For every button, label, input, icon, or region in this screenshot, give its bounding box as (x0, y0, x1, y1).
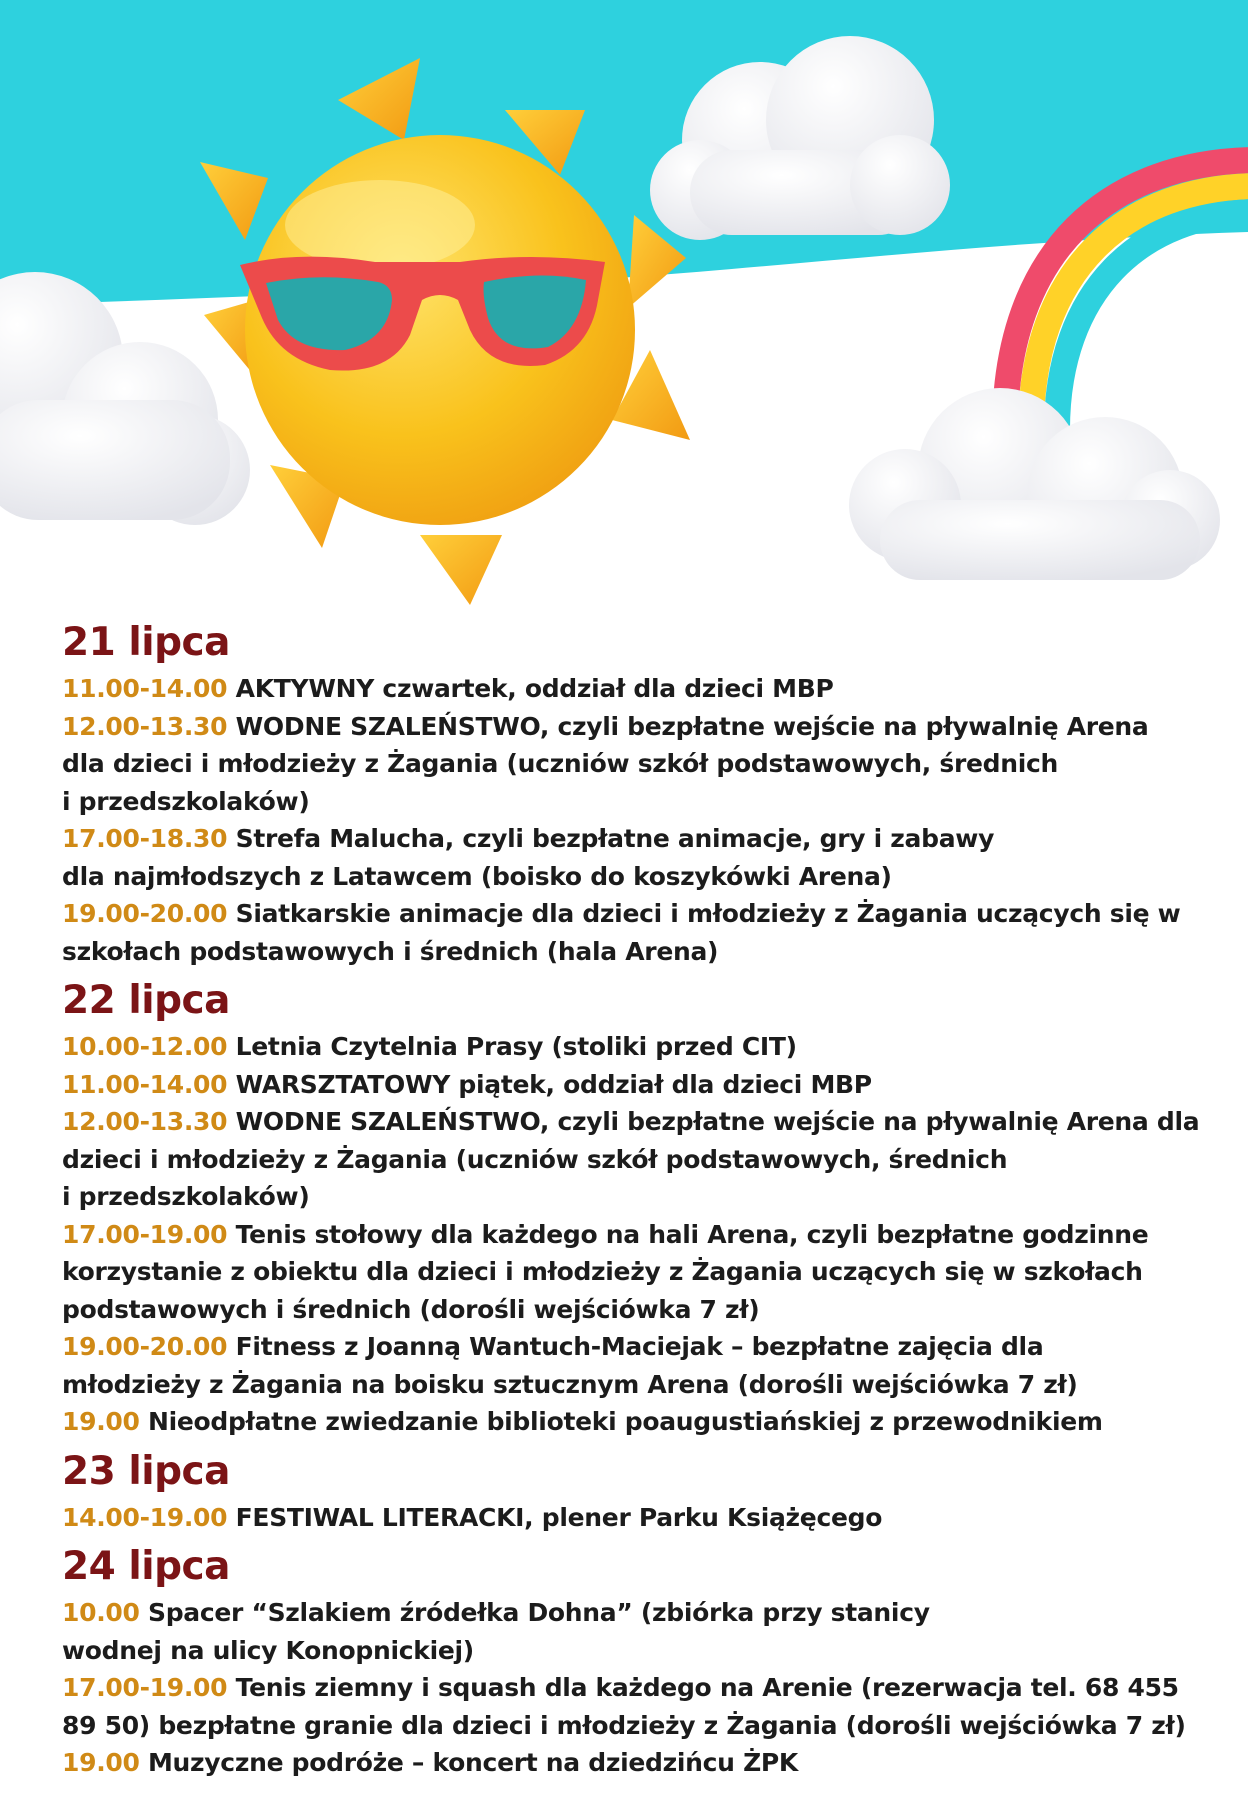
event-description: Tenis ziemny i squash dla każdego na Arenie (rezerwacja tel. 68 455 89 50) bezpłatne granie dla dzieci i młodzieży z Żagania (dorośli wejściówka 7 zł) (62, 1673, 1186, 1740)
event-description: Letnia Czytelnia Prasy (stoliki przed CIT) (235, 1032, 797, 1061)
event-time: 12.00-13.30 (62, 1107, 228, 1136)
event-item (62, 1499, 1212, 1537)
day-section-24-lipca (62, 1542, 1212, 1782)
event-time: 10.00-12.00 (62, 1032, 228, 1061)
day-heading: 21 lipca (62, 620, 230, 665)
event-description: Muzyczne podróże – koncert na dziedzińcu ŻPK (147, 1748, 799, 1777)
event-description: WODNE SZALEŃSTWO, czyli bezpłatne wejście na pływalnię Arena dla dzieci i młodzieży z Żagania (uczniów szkół podstawowych, średnich i przedszkolaków) (62, 711, 1149, 816)
summer-illustration (0, 0, 1248, 620)
event-time: 17.00-19.00 (62, 1219, 228, 1249)
day-section-23-lipca (62, 1447, 1212, 1537)
event-item (62, 1028, 1212, 1066)
event-description: Strefa Malucha, czyli bezpłatne animacje, gry i zabawy dla najmłodszych z Latawcem (boisko do koszykówki Arena) (62, 824, 995, 891)
event-description: Fitness z Joanną Wantuch-Maciejak – bezpłatne zajęcia dla młodzieży z Żagania na boisku sztucznym Arena (dorośli wejściówka 7 zł) (62, 1332, 1078, 1399)
event-time: 11.00-14.00 (62, 1069, 228, 1099)
event-description: Tenis stołowy dla każdego na hali Arena, czyli bezpłatne godzinne korzystanie z obiektu dla dzieci i młodzieży z Żagania uczących się w szkołach podstawowych i średnich (dorośli wejściówka 7 zł) (62, 1219, 1149, 1324)
cloud-right (849, 388, 1220, 580)
event-time: 17.00-18.30 (62, 824, 228, 853)
event-description: Spacer “Szlakiem źródełka Dohna” (zbiórka przy stanicy wodnej na ulicy Konopnickiej) (62, 1598, 930, 1665)
event-item (62, 1216, 1212, 1329)
event-time: 19.00 (62, 1748, 140, 1777)
event-description: WODNE SZALEŃSTWO, czyli bezpłatne wejście na pływalnię Arena dla dzieci i młodzieży z Żagania (uczniów szkół podstawowych, średnich i przedszkolaków) (62, 1107, 1200, 1211)
event-item (62, 708, 1212, 821)
day-heading: 24 lipca (62, 1544, 230, 1589)
day-heading: 23 lipca (62, 1448, 230, 1494)
event-item (62, 1328, 1212, 1403)
event-description: FESTIWAL LITERACKI, plener Parku Książęcego (235, 1502, 883, 1532)
event-description: Nieodpłatne zwiedzanie biblioteki poaugustiańskiej z przewodnikiem (147, 1407, 1103, 1436)
event-schedule (62, 612, 1212, 1782)
event-time: 19.00-20.00 (62, 899, 228, 928)
event-time: 10.00 (62, 1598, 140, 1627)
event-item (62, 1066, 1212, 1104)
event-item (62, 1103, 1212, 1216)
day-section-22-lipca (62, 976, 1212, 1441)
event-time: 17.00-19.00 (62, 1673, 228, 1702)
event-time: 14.00-19.00 (62, 1502, 228, 1532)
event-item (62, 1594, 1212, 1669)
event-item (62, 670, 1212, 708)
event-description: Siatkarskie animacje dla dzieci i młodzieży z Żagania uczących się w szkołach podstawowych i średnich (hala Arena) (62, 899, 1181, 966)
event-time: 19.00 (62, 1407, 140, 1436)
day-heading: 22 lipca (62, 978, 230, 1023)
event-item (62, 820, 1212, 895)
event-item (62, 1669, 1212, 1744)
cloud-left (0, 272, 250, 525)
event-time: 19.00-20.00 (62, 1332, 228, 1361)
event-item (62, 895, 1212, 970)
event-item (62, 1403, 1212, 1441)
event-time: 12.00-13.30 (62, 711, 228, 741)
event-description: AKTYWNY czwartek, oddział dla dzieci MBP (235, 674, 834, 703)
event-time: 11.00-14.00 (62, 674, 228, 703)
event-description: WARSZTATOWY piątek, oddział dla dzieci MBP (235, 1069, 872, 1099)
event-item (62, 1744, 1212, 1782)
day-section-21-lipca (62, 618, 1212, 970)
